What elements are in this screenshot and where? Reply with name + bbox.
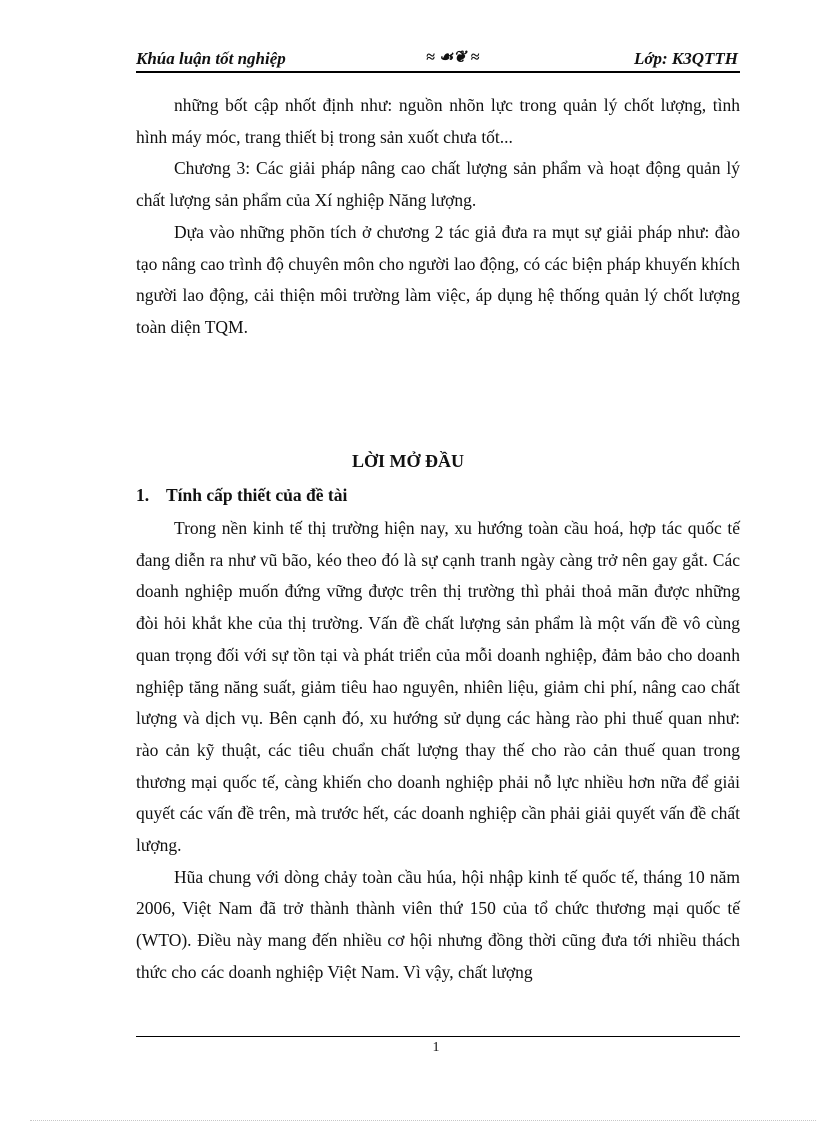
header-ornament-icon: ≈ ☙❦ ≈ — [426, 49, 480, 66]
section-title: LỜI MỞ ĐẦU — [352, 451, 464, 471]
body-paragraph-1: Trong nền kinh tế thị trường hiện nay, xu hướng toàn cầu hoá, hợp tác quốc tế đang diễn ra như vũ bão, kéo theo đó là sự cạnh tranh ngày càng trở nên gay gắt. Các doanh nghiệp muốn đứng vững được trên thị trường thì phải thoả mãn được những đòi hỏi khắt khe của thị trường. Vấn đề chất lượng sản phẩm là một vấn đề vô cùng quan trọng đối với sự tồn tại và phát triển của mỗi doanh nghiệp, đảm bảo cho doanh nghiệp tăng năng suất, giảm tiêu hao nguyên, nhiên liệu, giảm chi phí, nâng cao chất lượng và dịch vụ. Bên cạnh đó, xu hướng sử dụng các hàng rào phi thuế quan như: rào cản kỹ thuật, các tiêu chuẩn chất lượng thay thế cho rào cản thuế quan trong thương mại quốc tế, càng khiến cho doanh nghiệp phải nỗ lực nhiều hơn nữa để giải quyết các vấn đề trên, mà trước hết, các doanh nghiệp cần phải giải quyết vấn đề chất lượng. — [136, 518, 740, 856]
header-thesis-label: Khúa luận tốt nghiệp — [136, 49, 286, 68]
subsection-heading — [136, 485, 347, 506]
intro-paragraph-2: Chương 3: Các giải pháp nâng cao chất lượng sản phẩm và hoạt động quản lý chất lượng sản phẩm của Xí nghiệp Năng lượng. — [136, 158, 740, 211]
heading-number: 1. — [136, 485, 150, 505]
intro-paragraph-1: những bốt cập nhốt định như: nguồn nhõn lực trong quản lý chốt lượng, tình hình máy móc, trang thiết bị trong sản xuốt chưa tốt... — [136, 95, 740, 147]
main-body — [136, 513, 740, 989]
intro-paragraph-3: Dựa vào những phõn tích ở chương 2 tác giả đưa ra mụt sự giải pháp như: đào tạo nâng cao trình độ chuyên môn cho người lao động, có các biện pháp khuyến khích người lao động, cải thiện môi trường làm việc, áp dụng hệ thống quản lý chốt lượng toàn diện TQM. — [136, 221, 740, 337]
heading-text: Tính cấp thiết của đề tài — [166, 485, 348, 505]
page-bottom-border — [30, 1120, 816, 1121]
page-header — [136, 47, 740, 73]
intro-block — [136, 90, 740, 344]
body-paragraph-2: Hũa chung với dòng chảy toàn cầu húa, hội nhập kinh tế quốc tế, tháng 10 năm 2006, Việt Nam đã trở thành thành viên thứ 150 của tổ chức thương mại quốc tế (WTO). Điều này mang đến nhiều cơ hội nhưng đồng thời cũng đưa tới nhiều thách thức cho các doanh nghiệp Việt Nam. Vì vậy, chất lượng — [136, 866, 740, 982]
footer-divider — [136, 1036, 740, 1037]
header-class-label: Lớp: K3QTTH — [633, 49, 738, 68]
page-number: 1 — [432, 1040, 440, 1055]
